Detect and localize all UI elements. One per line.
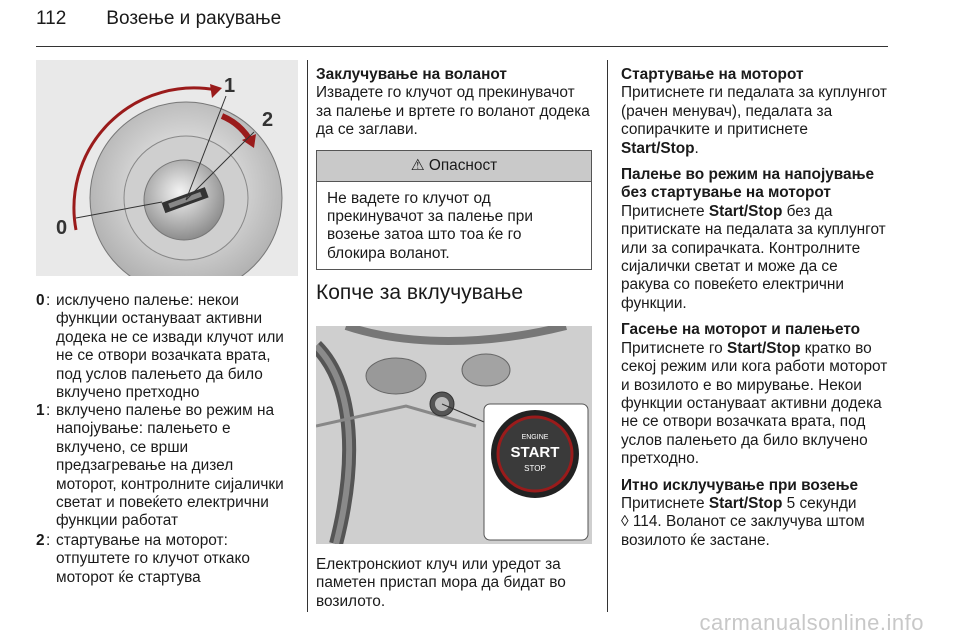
definition-key: 2: [36, 532, 45, 549]
text-run: Притиснете: [621, 494, 709, 512]
definitions-list: [36, 292, 298, 587]
text-run: Притиснете ги педалата за куплунгот (рачен менувач), педалата за сопирачките и притиснете: [621, 84, 887, 139]
watermark: carmanualsonline.info: [699, 610, 924, 635]
paragraph: [621, 84, 889, 158]
text-run: кратко во секој режим или кога работи моторот и возилото е во мирување. Некои функции остануваат активни додека не се отвори возачката врата, под услов палењето да било вклучено претходно.: [621, 339, 888, 468]
definition-text: стартување на моторот: отпуштете го клучот откако моторот ќе стартува: [56, 532, 250, 586]
definition-key: 0: [36, 292, 45, 309]
definition-text: вклучено палење во режим на напојување: палењето е вклучено, се врши предзагревање на дизел моторот, контролните сијалички светат и повеќето електрични функции работат: [56, 402, 284, 530]
definition-text: исклучено палење: некои функции остануваат активни додека не се извади клучот или не се отвори возачката врата, под услов палењето да било вклучено претходно: [56, 292, 284, 402]
column-divider: [307, 60, 308, 612]
start-stop-label: Start/Stop: [708, 494, 783, 512]
warning-box: [316, 150, 592, 271]
start-stop-label: Start/Stop: [708, 202, 783, 220]
ignition-lock-figure: [36, 60, 298, 276]
text-run: Притиснете го: [621, 339, 727, 357]
definition-item: 0 : исклучено палење: некои функции остануваат активни додека не се извади клучот или не се отвори возачката врата, под услов палењето да било вклучено претходно: [36, 292, 284, 402]
column-2: [316, 66, 592, 316]
page-header: [36, 8, 281, 30]
start-button-figure: [316, 326, 592, 544]
ignition-label-1: 1: [224, 75, 236, 97]
start-stop-label: Start/Stop: [726, 339, 801, 357]
section-heading: Итно исклучување при возење: [621, 476, 859, 494]
warning-icon: ⚠: [410, 156, 425, 174]
page-number: 112: [36, 8, 67, 29]
figure-caption: Електронскиот клуч или уредот за паметен пристап мора да бидат во возилото.: [316, 556, 566, 610]
ignition-label-0: 0: [56, 217, 68, 239]
section-heading: Стартување на моторот: [621, 66, 804, 83]
warning-text: Не вадете го клучот од прекинувачот за палење при возење затоа што тоа ќе го блокира воланот.: [327, 189, 533, 262]
text-run: Притиснете: [621, 202, 709, 220]
paragraph: [621, 495, 889, 550]
header-rule: [36, 46, 888, 47]
warning-header: [317, 151, 591, 182]
paragraph: [621, 203, 889, 313]
section-title: Копче за вклучување: [316, 281, 523, 305]
definition-item: 2 : стартување на моторот: отпуштете го клучот откако моторот ќе стартува: [36, 532, 250, 586]
paragraph: Извадете го клучот од прекинувачот за палење и вртете го воланот додека да се заглави.: [316, 84, 590, 139]
engine-label: ENGINE: [521, 434, 549, 441]
definition-key: 1: [36, 402, 45, 419]
section-heading: Заклучување на воланот: [316, 66, 507, 83]
page-title: Возење и ракување: [106, 8, 282, 29]
section-heading: Палење во режим на напојување без стартување на моторот: [621, 166, 875, 202]
paragraph: [621, 340, 889, 469]
column-divider: [607, 60, 608, 612]
stop-label: STOP: [524, 464, 546, 473]
column-3: [621, 66, 889, 558]
definition-item: 1 : вклучено палење во режим на напојување: палењето е вклучено, се врши предзагревање на дизел моторот, контролните сијалички светат и повеќето електрични функции работат: [36, 402, 284, 530]
section-heading: Гасење на моторот и палењето: [621, 321, 861, 339]
text-run: .: [694, 139, 699, 157]
text-run: без да притискате на педалата за куплунгот или за сопирачката. Контролните сијалички светат и може да се ракува со повеќето електрични функции.: [621, 202, 886, 312]
warning-title: Опасност: [428, 156, 498, 174]
text-run: 5 секунди: [782, 494, 857, 512]
ignition-label-2: 2: [262, 109, 274, 131]
cross-reference[interactable]: ◊ 114. Воланот се заклучува штом возилото ќе застане.: [621, 513, 865, 549]
start-label: START: [510, 444, 560, 461]
start-stop-label: Start/Stop: [621, 139, 695, 157]
